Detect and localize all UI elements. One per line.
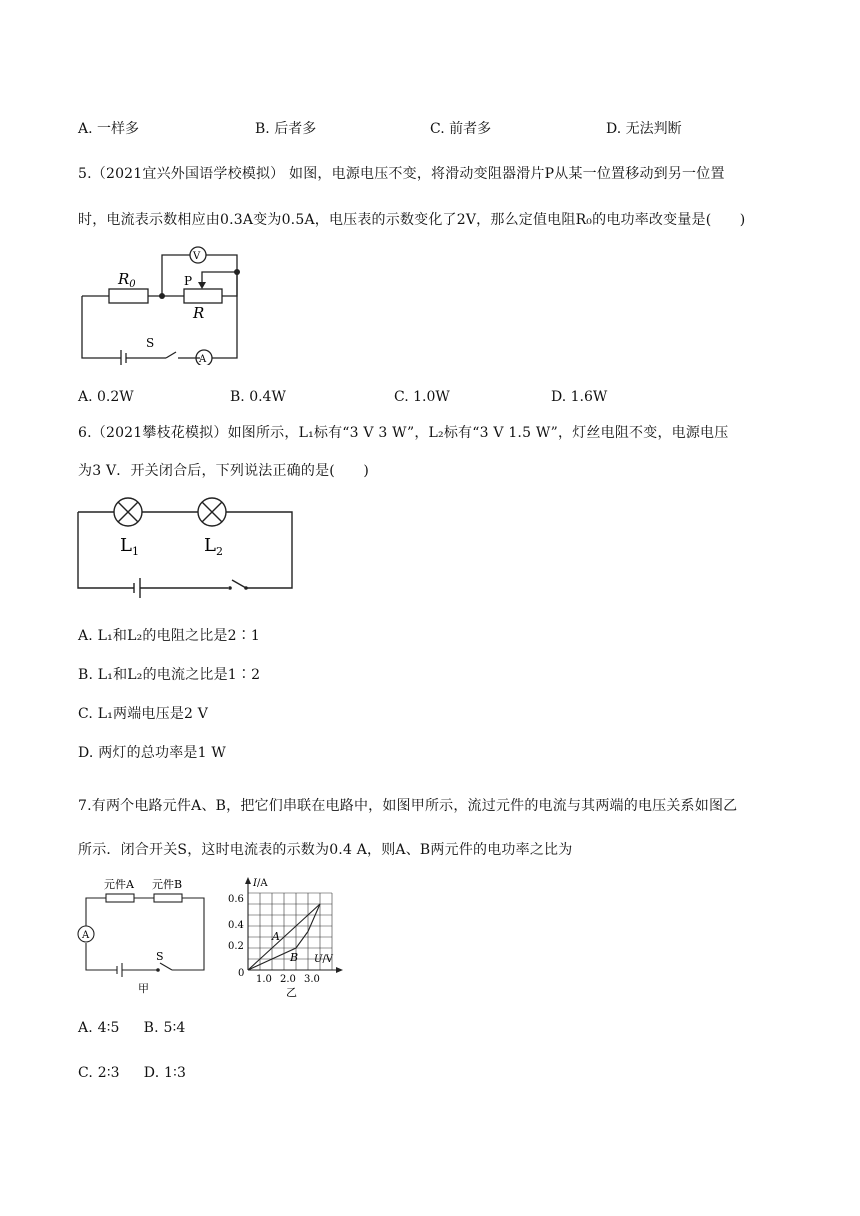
q7-options-row2	[78, 1065, 186, 1081]
q4-option-b: B. 后者多	[255, 121, 317, 137]
q5-option-c: C. 1.0W	[394, 389, 450, 405]
q4-option-a: A. 一样多	[78, 121, 140, 137]
q7-graph-x-axis-label: U/V	[314, 954, 334, 965]
q5-rheostat-label: R	[193, 304, 205, 322]
q6-l1-label: $L_1$	[120, 535, 139, 558]
q7-switch-label: S	[156, 950, 164, 963]
q6-l2-label: $L_2$	[204, 535, 223, 558]
q7-option-d: D. 1∶3	[143, 1065, 187, 1081]
q5-r0-label: $R_0$	[118, 270, 136, 290]
q6-circuit-figure	[76, 494, 296, 606]
q7-option-c: C. 2∶3	[78, 1065, 120, 1081]
q7-stem-line1: 7.有两个电路元件A、B，把它们串联在电路中，如图甲所示，流过元件的电流与其两端的电压关系如图乙	[78, 798, 738, 814]
q7-graph-xtick-3.0: 3.0	[304, 974, 320, 985]
q6-stem-line1: 6.（2021攀枝花模拟）如图所示，L₁标有“3 V 3 W”，L₂标有“3 V 1.5 W”，灯丝电阻不变，电源电压	[78, 425, 729, 441]
q7-graph-y-axis-label: I/A	[253, 878, 268, 889]
q7-graph-ytick-0.4: 0.4	[228, 920, 244, 931]
q4-option-c: C. 前者多	[430, 121, 492, 137]
q7-option-b: B. 5∶4	[143, 1020, 186, 1036]
q7-stem-line2: 所示．闭合开关S，这时电流表的示数为0.4 A，则A、B两元件的电功率之比为	[78, 842, 573, 858]
q7-graph-xtick-1.0: 1.0	[256, 974, 272, 985]
q5-stem-line1: 5.（2021宜兴外国语学校模拟） 如图，电源电压不变，将滑动变阻器滑片P从某一位置移动到另一位置	[78, 166, 725, 182]
q6-option-b: B. L₁和L₂的电流之比是1∶2	[78, 667, 261, 683]
q6-stem-line2: 为3 V．开关闭合后，下列说法正确的是( )	[78, 463, 369, 479]
q7-curve-a-label: A	[272, 930, 280, 943]
q5-ammeter-label: A	[199, 354, 207, 365]
q7-iu-graph-yi	[226, 874, 356, 1002]
q6-option-c: C. L₁两端电压是2 V	[78, 706, 209, 722]
q7-circuit-jia-figure	[76, 874, 210, 998]
q5-switch-label: S	[146, 336, 155, 350]
q7-ammeter-label: A	[82, 930, 90, 941]
q7-jia-caption: 甲	[138, 982, 149, 995]
q7-curve-b-label: B	[290, 951, 299, 964]
q7-graph-ytick-0.6: 0.6	[228, 894, 244, 905]
q6-option-d: D. 两灯的总功率是1 W	[78, 745, 226, 761]
q7-options-row1	[78, 1020, 186, 1036]
q6-option-a: A. L₁和L₂的电阻之比是2∶1	[78, 628, 261, 644]
q4-option-d: D. 无法判断	[606, 121, 682, 137]
q5-voltmeter-label: V	[193, 251, 201, 262]
q5-circuit-figure	[76, 240, 251, 365]
q7-graph-ytick-0.2: 0.2	[228, 941, 244, 952]
q5-option-a: A. 0.2W	[78, 389, 134, 405]
q5-slider-label: P	[184, 274, 193, 288]
q7-element-a-label: 元件A	[104, 878, 134, 891]
q7-graph-origin: 0	[238, 968, 245, 979]
q7-graph-xtick-2.0: 2.0	[280, 974, 296, 985]
q7-yi-caption: 乙	[286, 986, 297, 999]
q5-option-d: D. 1.6W	[551, 389, 608, 405]
q7-option-a: A. 4∶5	[78, 1020, 120, 1036]
q5-option-b: B. 0.4W	[230, 389, 286, 405]
q5-stem-line2: 时，电流表示数相应由0.3A变为0.5A，电压表的示数变化了2V，那么定值电阻R₀的电功率改变量是( )	[78, 212, 746, 228]
q7-element-b-label: 元件B	[152, 878, 183, 891]
